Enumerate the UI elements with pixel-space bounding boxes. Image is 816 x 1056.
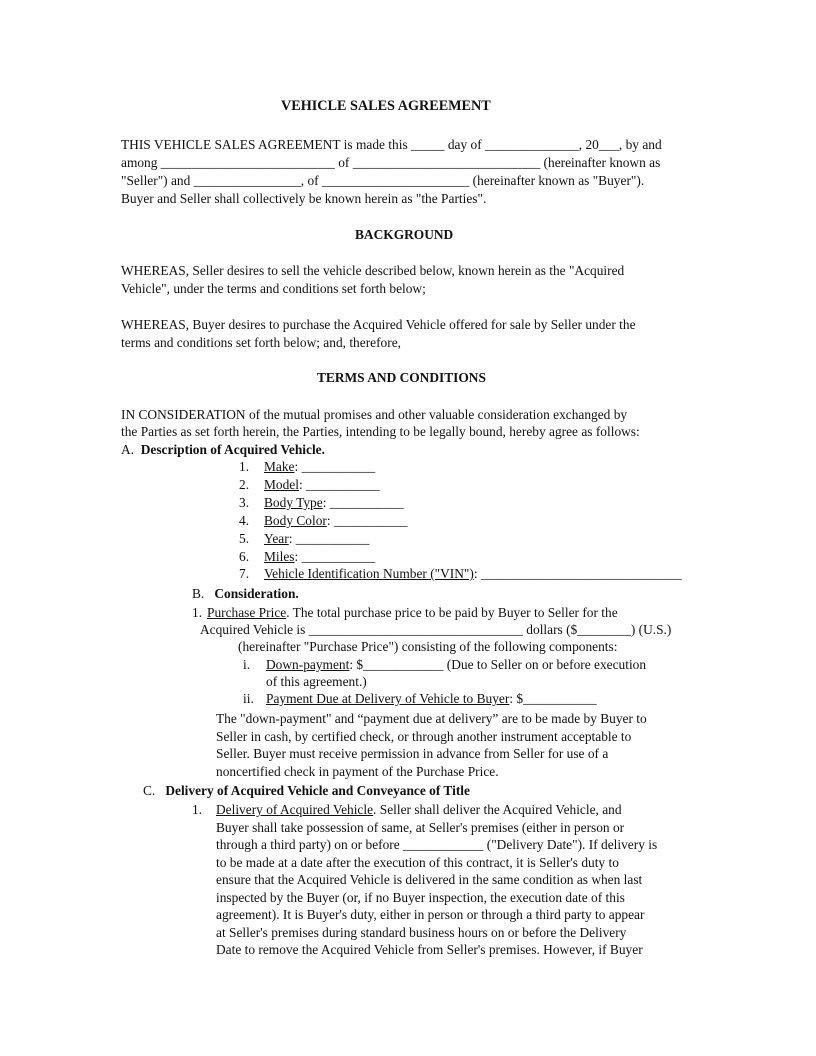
item-blank: : ___________ [326, 513, 408, 528]
sub-item-text: : $____________ (Due to Seller on or before execution [349, 657, 647, 672]
sub-item-text: : $___________ [509, 691, 597, 706]
item-blank: : ___________ [294, 459, 376, 474]
sub-item-label: Payment Due at Delivery of Vehicle to Buyer [266, 691, 510, 706]
consideration-intro-line: the Parties as set forth herein, the Parties, intending to be legally bound, hereby agree as follows: [121, 424, 640, 439]
section-title: Delivery of Acquired Vehicle and Conveyance of Title [165, 783, 470, 798]
item-number: 1. [192, 605, 203, 620]
sub-item-continuation: of this agreement.) [266, 674, 367, 689]
payment-note-line: The "down-payment" and “payment due at delivery” are to be made by Buyer to [216, 711, 647, 726]
item-text: . Seller shall deliver the Acquired Vehicle, and [373, 802, 622, 817]
sub-item-number: i. [243, 657, 251, 672]
intro-line: among __________________________ of ____________________________ (hereinafter known as [121, 155, 661, 170]
payment-note-line: noncertified check in payment of the Purchase Price. [216, 764, 499, 779]
list-item [239, 458, 375, 476]
section-marker: A. [121, 442, 135, 457]
list-item [239, 530, 369, 548]
section-b-heading [192, 585, 299, 603]
payment-note-line: Seller. Buyer must receive permission in advance from Seller for use of a [216, 746, 609, 761]
item-label: Body Color [264, 513, 327, 528]
item-label: Body Type [264, 495, 323, 510]
section-c-heading [143, 782, 470, 800]
document-title: VEHICLE SALES AGREEMENT [281, 98, 491, 114]
delivery-line: agreement). It is Buyer's duty, either in person or through a third party to appear [216, 907, 645, 922]
delivery-line: ensure that the Acquired Vehicle is delivered in the same condition as when last [216, 872, 643, 887]
delivery-line: through a third party) on or before ____________ ("Delivery Date"). If delivery is [216, 837, 658, 852]
list-item [239, 565, 682, 583]
delivery-line: Date to remove the Acquired Vehicle from Seller's premises. However, if Buyer [216, 942, 643, 957]
delivery-line: Buyer shall take possession of same, at Seller's premises (either in person or [216, 820, 625, 835]
whereas-line: WHEREAS, Seller desires to sell the vehicle described below, known herein as the "Acquired [121, 263, 625, 278]
item-blank: : ___________ [288, 531, 370, 546]
list-item [239, 548, 375, 566]
item-text: . The total purchase price to be paid by Buyer to Seller for the [286, 605, 618, 620]
item-blank: : ___________ [294, 549, 376, 564]
delivery-line [192, 801, 622, 819]
item-number: 4. [239, 513, 250, 528]
item-number: 5. [239, 531, 250, 546]
section-title: Consideration. [214, 586, 299, 601]
section-marker: B. [192, 586, 205, 601]
item-label: Delivery of Acquired Vehicle [216, 802, 374, 817]
sub-item-label: Down-payment [266, 657, 350, 672]
item-number: 3. [239, 495, 250, 510]
item-label: Vehicle Identification Number ("VIN") [264, 566, 474, 581]
intro-line: Buyer and Seller shall collectively be known herein as "the Parties". [121, 191, 487, 206]
delivery-line: inspected by the Buyer (or, if no Buyer inspection, the execution date of this [216, 890, 625, 905]
consideration-intro-line: IN CONSIDERATION of the mutual promises and other valuable consideration exchanged by [121, 407, 628, 422]
sub-item-number: ii. [243, 691, 254, 706]
whereas-line: Vehicle", under the terms and conditions set forth below; [121, 281, 426, 296]
section-marker: C. [143, 783, 156, 798]
purchase-price-line [192, 604, 618, 622]
intro-line: "Seller") and ________________, of ______________________ (hereinafter known as "Buyer"). [121, 173, 645, 188]
item-label: Year [264, 531, 289, 546]
item-blank: : ___________ [298, 477, 380, 492]
list-item [239, 512, 408, 530]
purchase-price-line: Acquired Vehicle is ________________________________ dollars ($________) (U.S.) [200, 622, 672, 637]
item-label: Purchase Price [207, 605, 287, 620]
item-label: Miles [264, 549, 295, 564]
delivery-line: to be made at a date after the execution of this contract, it is Seller's duty to [216, 855, 619, 870]
list-item [239, 476, 380, 494]
sub-item [243, 656, 646, 674]
whereas-line: terms and conditions set forth below; and, therefore, [121, 335, 402, 350]
payment-note-line: Seller in cash, by certified check, or through another instrument acceptable to [216, 729, 632, 744]
delivery-line: at Seller's premises during standard business hours on or before the Delivery [216, 925, 627, 940]
section-a-heading [121, 441, 325, 459]
item-label: Model [264, 477, 299, 492]
list-item [239, 494, 403, 512]
intro-line: THIS VEHICLE SALES AGREEMENT is made this _____ day of ______________, 20___, by and [121, 137, 662, 152]
purchase-price-line: (hereinafter "Purchase Price") consisting of the following components: [238, 639, 618, 654]
item-blank: : ______________________________ [473, 566, 682, 581]
item-number: 1. [192, 802, 203, 817]
item-number: 1. [239, 459, 250, 474]
item-blank: : ___________ [322, 495, 404, 510]
item-number: 7. [239, 566, 250, 581]
item-number: 6. [239, 549, 250, 564]
item-label: Make [264, 459, 295, 474]
section-title: Description of Acquired Vehicle. [140, 442, 325, 457]
item-number: 2. [239, 477, 250, 492]
sub-item [243, 690, 597, 708]
terms-heading: TERMS AND CONDITIONS [317, 370, 486, 385]
whereas-line: WHEREAS, Buyer desires to purchase the Acquired Vehicle offered for sale by Seller under the [121, 317, 636, 332]
background-heading: BACKGROUND [355, 227, 454, 242]
